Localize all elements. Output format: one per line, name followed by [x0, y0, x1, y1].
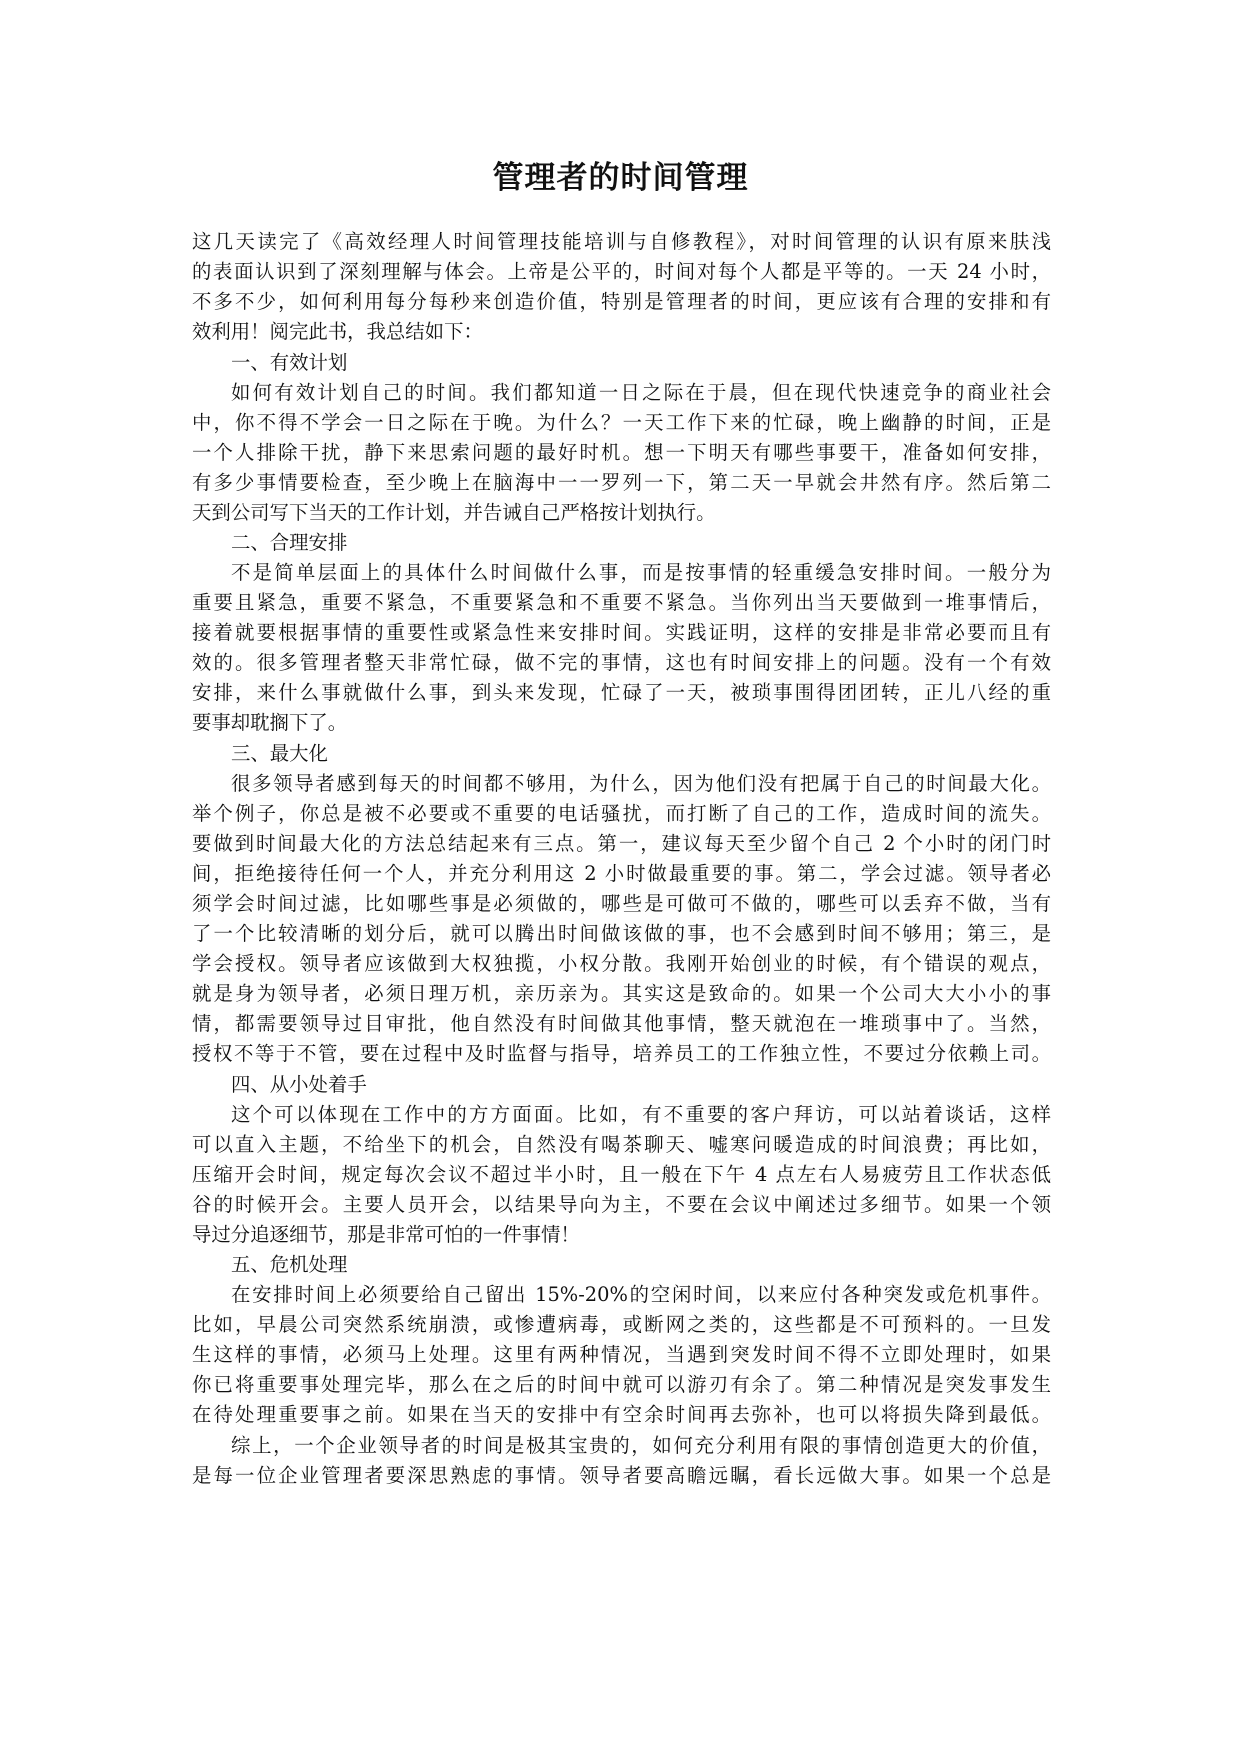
text-line: 一个人排除干扰，静下来思索问题的最好时机。想一下明天有哪些事要干，准备如何安排， — [192, 441, 1051, 464]
text-line: 授权不等于不管，要在过程中及时监督与指导，培养员工的工作独立性，不要过分依赖上司。 — [192, 1042, 1051, 1065]
text-line: 谷的时候开会。主要人员开会，以结果导向为主，不要在会议中阐述过多细节。如果一个领 — [192, 1193, 1051, 1216]
text-line: 是每一位企业管理者要深思熟虑的事情。领导者要高瞻远瞩，看长远做大事。如果一个总是 — [192, 1464, 1051, 1487]
text-line: 了一个比较清晰的划分后，就可以腾出时间做该做的事，也不会感到时间不够用；第三，是 — [192, 922, 1051, 945]
text-line: 综上，一个企业领导者的时间是极其宝贵的，如何充分利用有限的事情创造更大的价值， — [231, 1434, 1051, 1457]
text-line: 生这样的事情，必须马上处理。这里有两种情况，当遇到突发时间不得不立即处理时，如果 — [192, 1343, 1051, 1366]
section-heading: 二、合理安排 — [231, 531, 348, 554]
text-line: 这个可以体现在工作中的方方面面。比如，有不重要的客户拜访，可以站着谈话，这样 — [231, 1103, 1051, 1126]
text-line: 很多领导者感到每天的时间都不够用，为什么，因为他们没有把属于自己的时间最大化。 — [231, 772, 1051, 795]
text-line: 接着就要根据事情的重要性或紧急性来安排时间。实践证明，这样的安排是非常必要而且有 — [192, 621, 1051, 644]
text-line: 导过分追逐细节，那是非常可怕的一件事情！ — [192, 1223, 580, 1246]
text-line: 不多不少，如何利用每分每秒来创造价值，特别是管理者的时间，更应该有合理的安排和有 — [192, 290, 1051, 313]
text-line: 中，你不得不学会一日之际在于晚。为什么？一天工作下来的忙碌，晚上幽静的时间，正是 — [192, 411, 1051, 434]
text-line: 天到公司写下当天的工作计划，并告诫自己严格按计划执行。 — [192, 501, 716, 524]
text-line: 效利用！阅完此书，我总结如下： — [192, 320, 483, 343]
text-line: 比如，早晨公司突然系统崩溃，或惨遭病毒，或断网之类的，这些都是不可预料的。一旦发 — [192, 1313, 1051, 1336]
text-line: 不是简单层面上的具体什么时间做什么事，而是按事情的轻重缓急安排时间。一般分为 — [231, 561, 1051, 584]
text-line: 重要且紧急，重要不紧急，不重要紧急和不重要不紧急。当你列出当天要做到一堆事情后， — [192, 591, 1051, 614]
text-line: 你已将重要事处理完毕，那么在之后的时间中就可以游刃有余了。第二种情况是突发事发生 — [192, 1373, 1051, 1396]
section-heading: 一、有效计划 — [231, 351, 348, 374]
text-line: 情，都需要领导过目审批，他自然没有时间做其他事情，整天就泡在一堆琐事中了。当然， — [192, 1012, 1051, 1035]
text-line: 可以直入主题，不给坐下的机会，自然没有喝茶聊天、嘘寒问暖造成的时间浪费；再比如， — [192, 1133, 1051, 1156]
text-line: 的表面认识到了深刻理解与体会。上帝是公平的，时间对每个人都是平等的。一天 24 小时， — [192, 260, 1051, 283]
text-line: 如何有效计划自己的时间。我们都知道一日之际在于晨，但在现代快速竞争的商业社会 — [231, 381, 1051, 404]
text-line: 要做到时间最大化的方法总结起来有三点。第一，建议每天至少留个自己 2 个小时的闭门时 — [192, 832, 1051, 855]
text-line: 要事却耽搁下了。 — [192, 711, 348, 734]
text-line: 有多少事情要检查，至少晚上在脑海中一一罗列一下，第二天一早就会井然有序。然后第二 — [192, 471, 1051, 494]
text-line: 间，拒绝接待任何一个人，并充分利用这 2 小时做最重要的事。第二，学会过滤。领导者必 — [192, 862, 1051, 885]
text-line: 在安排时间上必须要给自己留出 15%-20%的空闲时间，以来应付各种突发或危机事件。 — [231, 1283, 1051, 1306]
text-line: 须学会时间过滤，比如哪些事是必须做的，哪些是可做可不做的，哪些可以丢弃不做，当有 — [192, 892, 1051, 915]
text-line: 学会授权。领导者应该做到大权独揽，小权分散。我刚开始创业的时候，有个错误的观点， — [192, 952, 1051, 975]
text-line: 这几天读完了《高效经理人时间管理技能培训与自修教程》，对时间管理的认识有原来肤浅 — [192, 230, 1051, 253]
text-line: 安排，来什么事就做什么事，到头来发现，忙碌了一天，被琐事围得团团转，正儿八经的重 — [192, 681, 1051, 704]
section-heading: 四、从小处着手 — [231, 1073, 367, 1096]
text-line: 在待处理重要事之前。如果在当天的安排中有空余时间再去弥补，也可以将损失降到最低。 — [192, 1403, 1051, 1426]
text-line: 就是身为领导者，必须日理万机，亲历亲为。其实这是致命的。如果一个公司大大小小的事 — [192, 982, 1051, 1005]
text-line: 举个例子，你总是被不必要或不重要的电话骚扰，而打断了自己的工作，造成时间的流失。 — [192, 802, 1051, 825]
section-heading: 三、最大化 — [231, 742, 328, 765]
text-line: 压缩开会时间，规定每次会议不超过半小时，且一般在下午 4 点左右人易疲劳且工作状态低 — [192, 1163, 1051, 1186]
section-heading: 五、危机处理 — [231, 1253, 348, 1276]
document-title: 管理者的时间管理 — [492, 160, 749, 196]
text-line: 效的。很多管理者整天非常忙碌，做不完的事情，这也有时间安排上的问题。没有一个有效 — [192, 651, 1051, 674]
